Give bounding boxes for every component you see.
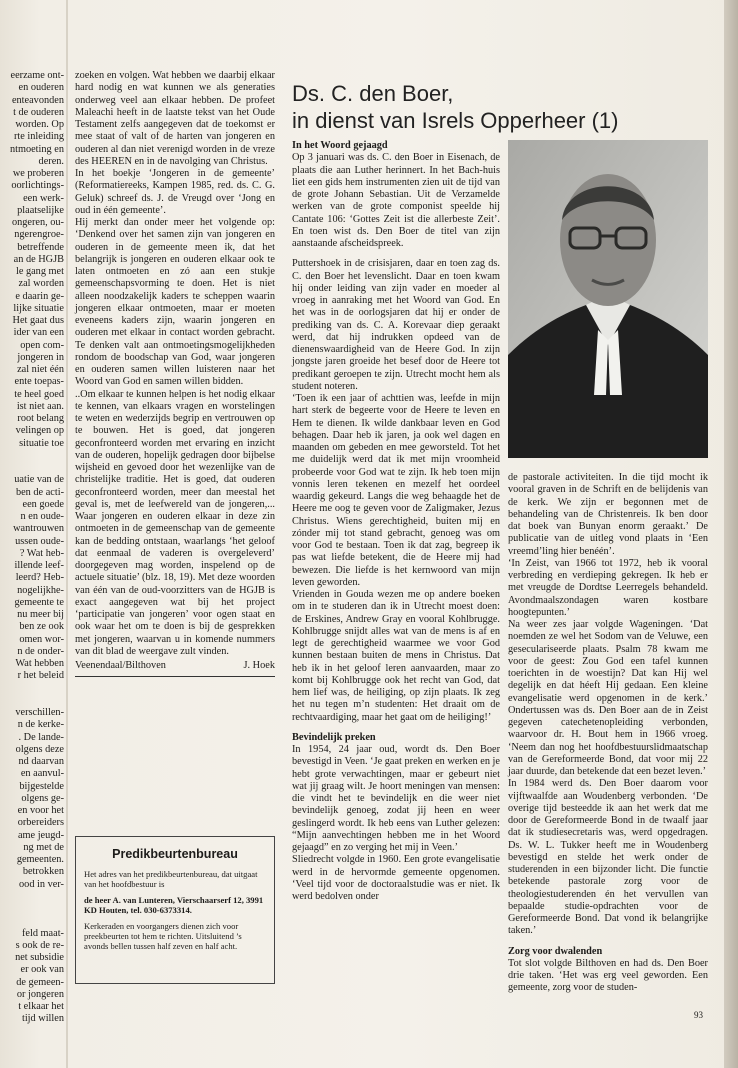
fragment-line: verschillen- xyxy=(15,707,64,718)
fragment-line: gemeenten. xyxy=(16,854,64,865)
portrait-photo xyxy=(508,140,708,458)
title-line: in dienst van Isrels Opperheer (1) xyxy=(292,108,619,133)
fragment-line: ntmoeting en xyxy=(9,143,64,155)
fragment-line: uatie van de xyxy=(14,474,64,486)
fragment-line xyxy=(0,903,64,915)
fragment-line: velingen op xyxy=(15,425,64,437)
fragment-line: ood in ver- xyxy=(19,878,64,890)
fragment-line: ongeren, ou- xyxy=(11,217,64,228)
page-edge xyxy=(724,0,738,1068)
fragment-line: ben de acti- xyxy=(15,486,64,498)
paragraph: Hij merkt dan onder meer het volgende op: ‘Denkend over het samen zijn van jongeren en ouderen in de gemeente meen ik, dat het belangrijk is jongeren en ouderen elkaar ook te laten ontmoeten en zó aan een stukje gemeenschapsvorming te doen. Het is niet alleen noodzakelijk kaders te scheppen waarin jongeren elkaar ontmoeten, maar er moeten eveneens kaders zijn, waarin jongeren en ouderen met elkaar in contact worden gebracht. Te denken valt aan ontmoetingsmogelijkheden rondom de boodschap van God, waar jongeren en ouderen samen willen luisteren naar het Woord van God en samen willen bidden. xyxy=(75,217,275,388)
gutter-shadow xyxy=(66,0,68,1068)
fragment-line: t elkaar het xyxy=(18,1001,64,1012)
fragment-line: n de kerke- xyxy=(17,719,64,731)
box-text: Kerkeraden en voorgangers dienen zich voor preekbeurten tot hem te richten. Uitsluitend ’s avonds bellen tussen half zeven en half acht. xyxy=(84,921,242,951)
fragment-line: s ook de re- xyxy=(15,939,64,951)
column-one xyxy=(75,70,275,683)
fragment-line: betrokken xyxy=(22,866,64,878)
fragment-line: tijd willen xyxy=(21,1013,64,1025)
fragment-line: nd daarvan xyxy=(18,756,64,767)
fragment-line: zal worden xyxy=(18,278,64,290)
paragraph: In het boekje ‘Jongeren in de gemeente’ (Reformatiereeks, Kampen 1985, red. ds. C. G. Geluk) schreef ds. J. de Vreugd over ‘Jong en oud in één gemeente’. xyxy=(75,168,275,216)
fragment-line: bijgestelde xyxy=(19,780,64,792)
fragment-line: ngerengroe- xyxy=(14,229,64,241)
fragment-line: orbereiders xyxy=(17,817,64,829)
paragraph: ..Om elkaar te kunnen helpen is het nodig elkaar te kennen, van elkaars vragen en worstelingen te weten en wederzijds begrip en vertrouwen op te bouwen. Het is goed, dat jongeren geconfronteerd worden met ervaring en inzicht van de ouderen, hopelijk gedragen door bijbelse wijsheid en gevoed door het wezenlijke van de christelijke traditie. Het is goed, dat ouderen geconfronteerd worden, meer dan meestal het geval is, met de leefwereld van de jongeren,... Waar jongeren en ouderen elkaar in deze zin ontmoeten in de gemeenschap van de gemeente kan de bedding ontstaan, waarlangs ‘het geloof dat eenmaal de vaderen is overgeleverd’ doorgegeven mag worden, inspelend op de actuele situatie’ (blz. 18, 19). Met deze woorden van één van de oud-voorzitters van de HGJB is exact aangegeven wat bij het project ‘participatie van jongeren’ voor ogen staat en ook waar het om te doen is bij de gesprekken met jongeren, waarvan u in komende nummers van dit blad de weergave zult vinden. xyxy=(75,388,275,657)
fragment-line: ben ze ook xyxy=(19,621,64,633)
fragment-line: nogelijkhe- xyxy=(17,584,64,596)
fragment-line: een goede xyxy=(22,498,64,510)
fragment-line: root belang xyxy=(17,413,64,424)
fragment-line: n de onder- xyxy=(17,645,64,657)
fragment-line: or jongeren xyxy=(16,988,64,1000)
fragment-line: . De lande- xyxy=(18,731,64,743)
box-address: de heer A. van Lunteren, Vierschaarserf 12, 3991 KD Houten, tel. 030-6373314. xyxy=(84,895,264,915)
fragment-line: n en oude- xyxy=(20,511,64,522)
fragment-line: ente toepas- xyxy=(14,376,64,388)
fragment-line: ame jeugd- xyxy=(17,829,64,841)
fragment-line: eerzame ont- xyxy=(10,70,64,81)
left-page-fragment xyxy=(0,70,64,1026)
fragment-line xyxy=(0,695,64,707)
fragment-line: we proberen xyxy=(12,168,64,179)
paragraph: In 1984 werd ds. Den Boer daarom voor vijftwaalfde aan Woudenberg verbonden. ‘De overige tijd besteedde ik aan het werk dat me door de Gereformeerde Bond in de twaalf jaar dat ik studiesecretaris was, werd opgedragen. Ds. W. L. Tukker heeft me in Woudenberg bevestigd en stelde het werk onder de studerenden in een bijzonder licht. Die functie betekende pastorale zorg voor de theologiestuderenden én het vervullen van bepaalde studie-opdrachten voor de Gereformeerde Bond. Dat vond ik belangrijke taken.’ xyxy=(508,778,708,937)
paragraph: zoeken en volgen. Wat hebben we daarbij elkaar hard nodig en wat kunnen we als generaties onderweg veel aan elkaar hebben. De profeet Maleachi heeft in de laatste tekst van het Oude Testament zelfs aangegeven dat de toekomst er mee staat of valt of de harten van jongeren en ouderen al dan niet verenigd worden in de vreze des HEEREN en in de navolging van Christus. xyxy=(75,70,275,167)
fragment-line xyxy=(0,891,64,903)
fragment-line: an de HGJB xyxy=(13,253,64,265)
page-number: 93 xyxy=(694,1010,703,1020)
fragment-line: en aanvul- xyxy=(20,768,64,780)
paragraph: Puttershoek in de crisisjaren, daar en toen zag ds. C. den Boer het levenslicht. Daar en toen kwam hij onder leiding van zijn vader en moeder al vroeg in aanraking met het Woord van God. En het was in de oorlogsjaren dat hij er onder de prediking van ds. C. A. Korevaar diep geraakt werd, dat hij indrukken opdeed van de dienenswaardigheid van de Heere God. In zijn jongste jaren groeide het besef door de Heere tot predikant geroepen te zijn. Utrecht mocht hem als student noteren. xyxy=(292,258,500,392)
fragment-line xyxy=(0,450,64,462)
paragraph: ‘In Zeist, van 1966 tot 1972, heb ik vooral verbreding en verdieping gekregen. Ik heb er met vreugde de Dordtse Leerregels behandeld. Avondmaalszondagen waren kostbare hoogtepunten.’ xyxy=(508,557,708,618)
fragment-line: omen wor- xyxy=(19,633,64,645)
fragment-line: gemeente te xyxy=(14,596,64,608)
fragment-line: le gang met xyxy=(15,266,64,277)
paragraph: de pastorale activiteiten. In die tijd mocht ik vooral graven in de Schrift en de belijdenis van de kerk. We zijn er begonnen met de behandeling van de Christenreis. Ik ben door dat boek van Bunyan enorm geraakt.’ De publicatie van de uitleg vond plaats in ‘Een vreemd’ling hier benéén’. xyxy=(508,472,708,557)
fragment-line: oorlichtings- xyxy=(11,180,64,192)
fragment-line: ? Wat heb- xyxy=(19,547,64,559)
fragment-line: en ouderen xyxy=(18,82,64,94)
fragment-line: leerd? Heb- xyxy=(15,572,64,584)
fragment-line: t de ouderen xyxy=(13,106,64,118)
column-two xyxy=(292,140,500,903)
fragment-line: ng met de xyxy=(23,841,64,853)
subheading: Zorg voor dwalenden xyxy=(508,945,603,957)
fragment-line: ist niet aan. xyxy=(16,400,64,412)
paragraph: ‘Toen ik een jaar of achttien was, leefde in mijn hart sterk de begeerte voor de Heere te leven en Hem te dienen. Ik wilde dankbaar leven en God behagen. Daar heb ik jaren, ja ook wel dagen en maanden om gebeden en mee geworsteld. Tot het me duidelijk werd dat ik met mijn vroomheid probeerde voor God wat te zijn. Ik heb toen mijn vonnis leren tekenen en mezelf het oordeel waardig gekeurd. Langs die weg behaagde het de Heere me oog te geven voor de Zaligmaker, Jezus Christus. Wiens gerechtigheid, buiten mij en zónder mij tot stand gebracht, genoeg was om voor God te bestaan. Toen ik dat zag, begreep ik pas wat liefde betekent, die de Heere mij had bewezen. Die liefde is het kernwoord van mijn leven geworden. xyxy=(292,393,500,588)
fragment-line: jongeren in xyxy=(17,351,64,363)
fragment-line: r het beleid xyxy=(17,670,64,682)
divider xyxy=(75,676,275,677)
fragment-line: er ook van xyxy=(20,964,64,976)
fragment-line: open com- xyxy=(20,339,64,351)
fragment-line xyxy=(0,915,64,927)
fragment-line: nu meer bij xyxy=(17,609,64,620)
fragment-line: rte inleiding xyxy=(13,131,64,143)
fragment-line: deren. xyxy=(38,155,64,167)
paragraph: Na weer zes jaar volgde Wageningen. ‘Dat noemden ze wel het Sodom van de Veluwe, een geseculariseerde plaats. Psalm 78 kwam me voor de geest: Zou God een tafel kunnen toerichten in de woestijn? Dat kan Hij wel degelijk en dat héeft Hij gedaan. Een kleine evangelisatie werd opgenomen in de kerk.’ Ondertussen was ds. Den Boer aan de in Zeist gegeven catechetenopleiding verbonden, waarvoor dr. H. Bout hem in 1966 vroeg. ‘Neem dan nog het hoofdbestuurslidmaatschap van de Gereformeerde Bond, dat voor mij 22 jaar duurde, dan betekende dat een bezet leven.’ xyxy=(508,619,708,777)
paragraph: Sliedrecht volgde in 1960. Een grote evangelisatie werd in de hervormde gemeente opgenomen. ‘Veel tijd voor de doctoraalstudie was er niet. Ik werd bedolven onder xyxy=(292,854,500,902)
fragment-line: e daarin ge- xyxy=(15,290,64,302)
fragment-line: olgens deze xyxy=(15,743,64,755)
fragment-line: ussen oude- xyxy=(15,535,64,547)
fragment-line: de gemeen- xyxy=(16,976,64,988)
fragment-line: lijke situatie xyxy=(13,302,64,314)
predikbeurtenbureau-box xyxy=(75,836,275,984)
byline-author: J. Hoek xyxy=(243,660,275,671)
paragraph: In 1954, 24 jaar oud, wordt ds. Den Boer bevestigd in Veen. ‘Je gaat preken en werken en je hebt grote verwachtingen, maar er gebeurt niet wat jij graag wilt. Je hoort meningen van mensen: die vindt het te bevindelijk en die weer niet bevindelijk genoeg, zodat jij heen en weer geslingerd wordt. Ik heb eens van Luther gelezen: “Mijn aanvechtingen hebben me in het Woord gejaagd” en zo verging het mij in Veen.’ xyxy=(292,744,500,853)
portrait-image xyxy=(508,140,708,458)
column-three xyxy=(508,472,708,995)
fragment-line: te heel goed xyxy=(14,388,64,400)
fragment-line: betreffende xyxy=(17,241,64,253)
title-line: Ds. C. den Boer, xyxy=(292,81,454,106)
byline-place: Veenendaal/Bilthoven xyxy=(75,660,166,671)
subheading: In het Woord gejaagd xyxy=(292,140,388,151)
box-title: Predikbeurtenbureau xyxy=(112,847,238,861)
fragment-line: zal niet één xyxy=(17,364,64,375)
fragment-line: net subsidie xyxy=(15,952,64,963)
fragment-line: olgens ge- xyxy=(21,792,64,804)
fragment-line: Het gaat dus xyxy=(12,315,64,326)
fragment-line: worden. Op xyxy=(15,119,64,130)
fragment-line: illende leef- xyxy=(14,560,64,571)
fragment-line: situatie toe xyxy=(19,437,64,449)
fragment-line: en voor het xyxy=(17,805,64,816)
fragment-line: wantrouwen xyxy=(13,523,64,535)
fragment-line xyxy=(0,462,64,474)
box-text: Het adres van het predikbeurtenbureau, dat uitgaat van het hoofdbestuur is xyxy=(84,869,258,889)
fragment-line xyxy=(0,683,64,695)
paragraph: Op 3 januari was ds. C. den Boer in Eisenach, de plaats die aan Luther herinnert. In het Bach-huis liet een gids hem instrumenten zien uit de tijd van de grote Johann Sebastian. Uit de Verzamelde werken van de grote componist speelde hij Cantate 106: ‘Gottes Zeit ist die allerbeste Zeit’. En toen wist ds. Den Boer de titel van zijn aanstaande afscheidspreek. xyxy=(292,152,500,249)
byline xyxy=(75,660,275,672)
fragment-line: ider van een xyxy=(13,327,64,339)
fragment-line: Wat hebben xyxy=(15,658,64,669)
article-title xyxy=(292,80,712,134)
paragraph: Vrienden in Gouda wezen me op andere boeken om in te studeren dan ik in Utrecht moest doen: de Erskines, Andrew Gray en vooral Kohlbrugge. Kohlbrugge snijdt alles wat van de mens is af en legt de gerechtigheid waarmee we voor God kunnen bestaan buiten de mens in Christus. Dat heb ik in het geloof leren aanvaarden, maar zo komt bij Kohlbrugge ook het recht van God, dat hem lief was, de heiliging, op zijn plaats. Ik zeg het nu tegen m’n studenten: Het draait om de rechtvaardiging, maar het gaat om de heiliging!’ xyxy=(292,589,500,723)
paragraph: Tot slot volgde Bilthoven en had ds. Den Boer drie taken. ‘Het was erg veel geworden. Een gemeente, zorg voor de studen- xyxy=(508,957,708,994)
fragment-line: plaatselijke xyxy=(17,204,64,216)
fragment-line: enteavonden xyxy=(11,94,64,106)
fragment-line: een werk- xyxy=(23,192,64,204)
subheading: Bevindelijk preken xyxy=(292,731,376,743)
fragment-line: feld maat- xyxy=(21,927,64,939)
